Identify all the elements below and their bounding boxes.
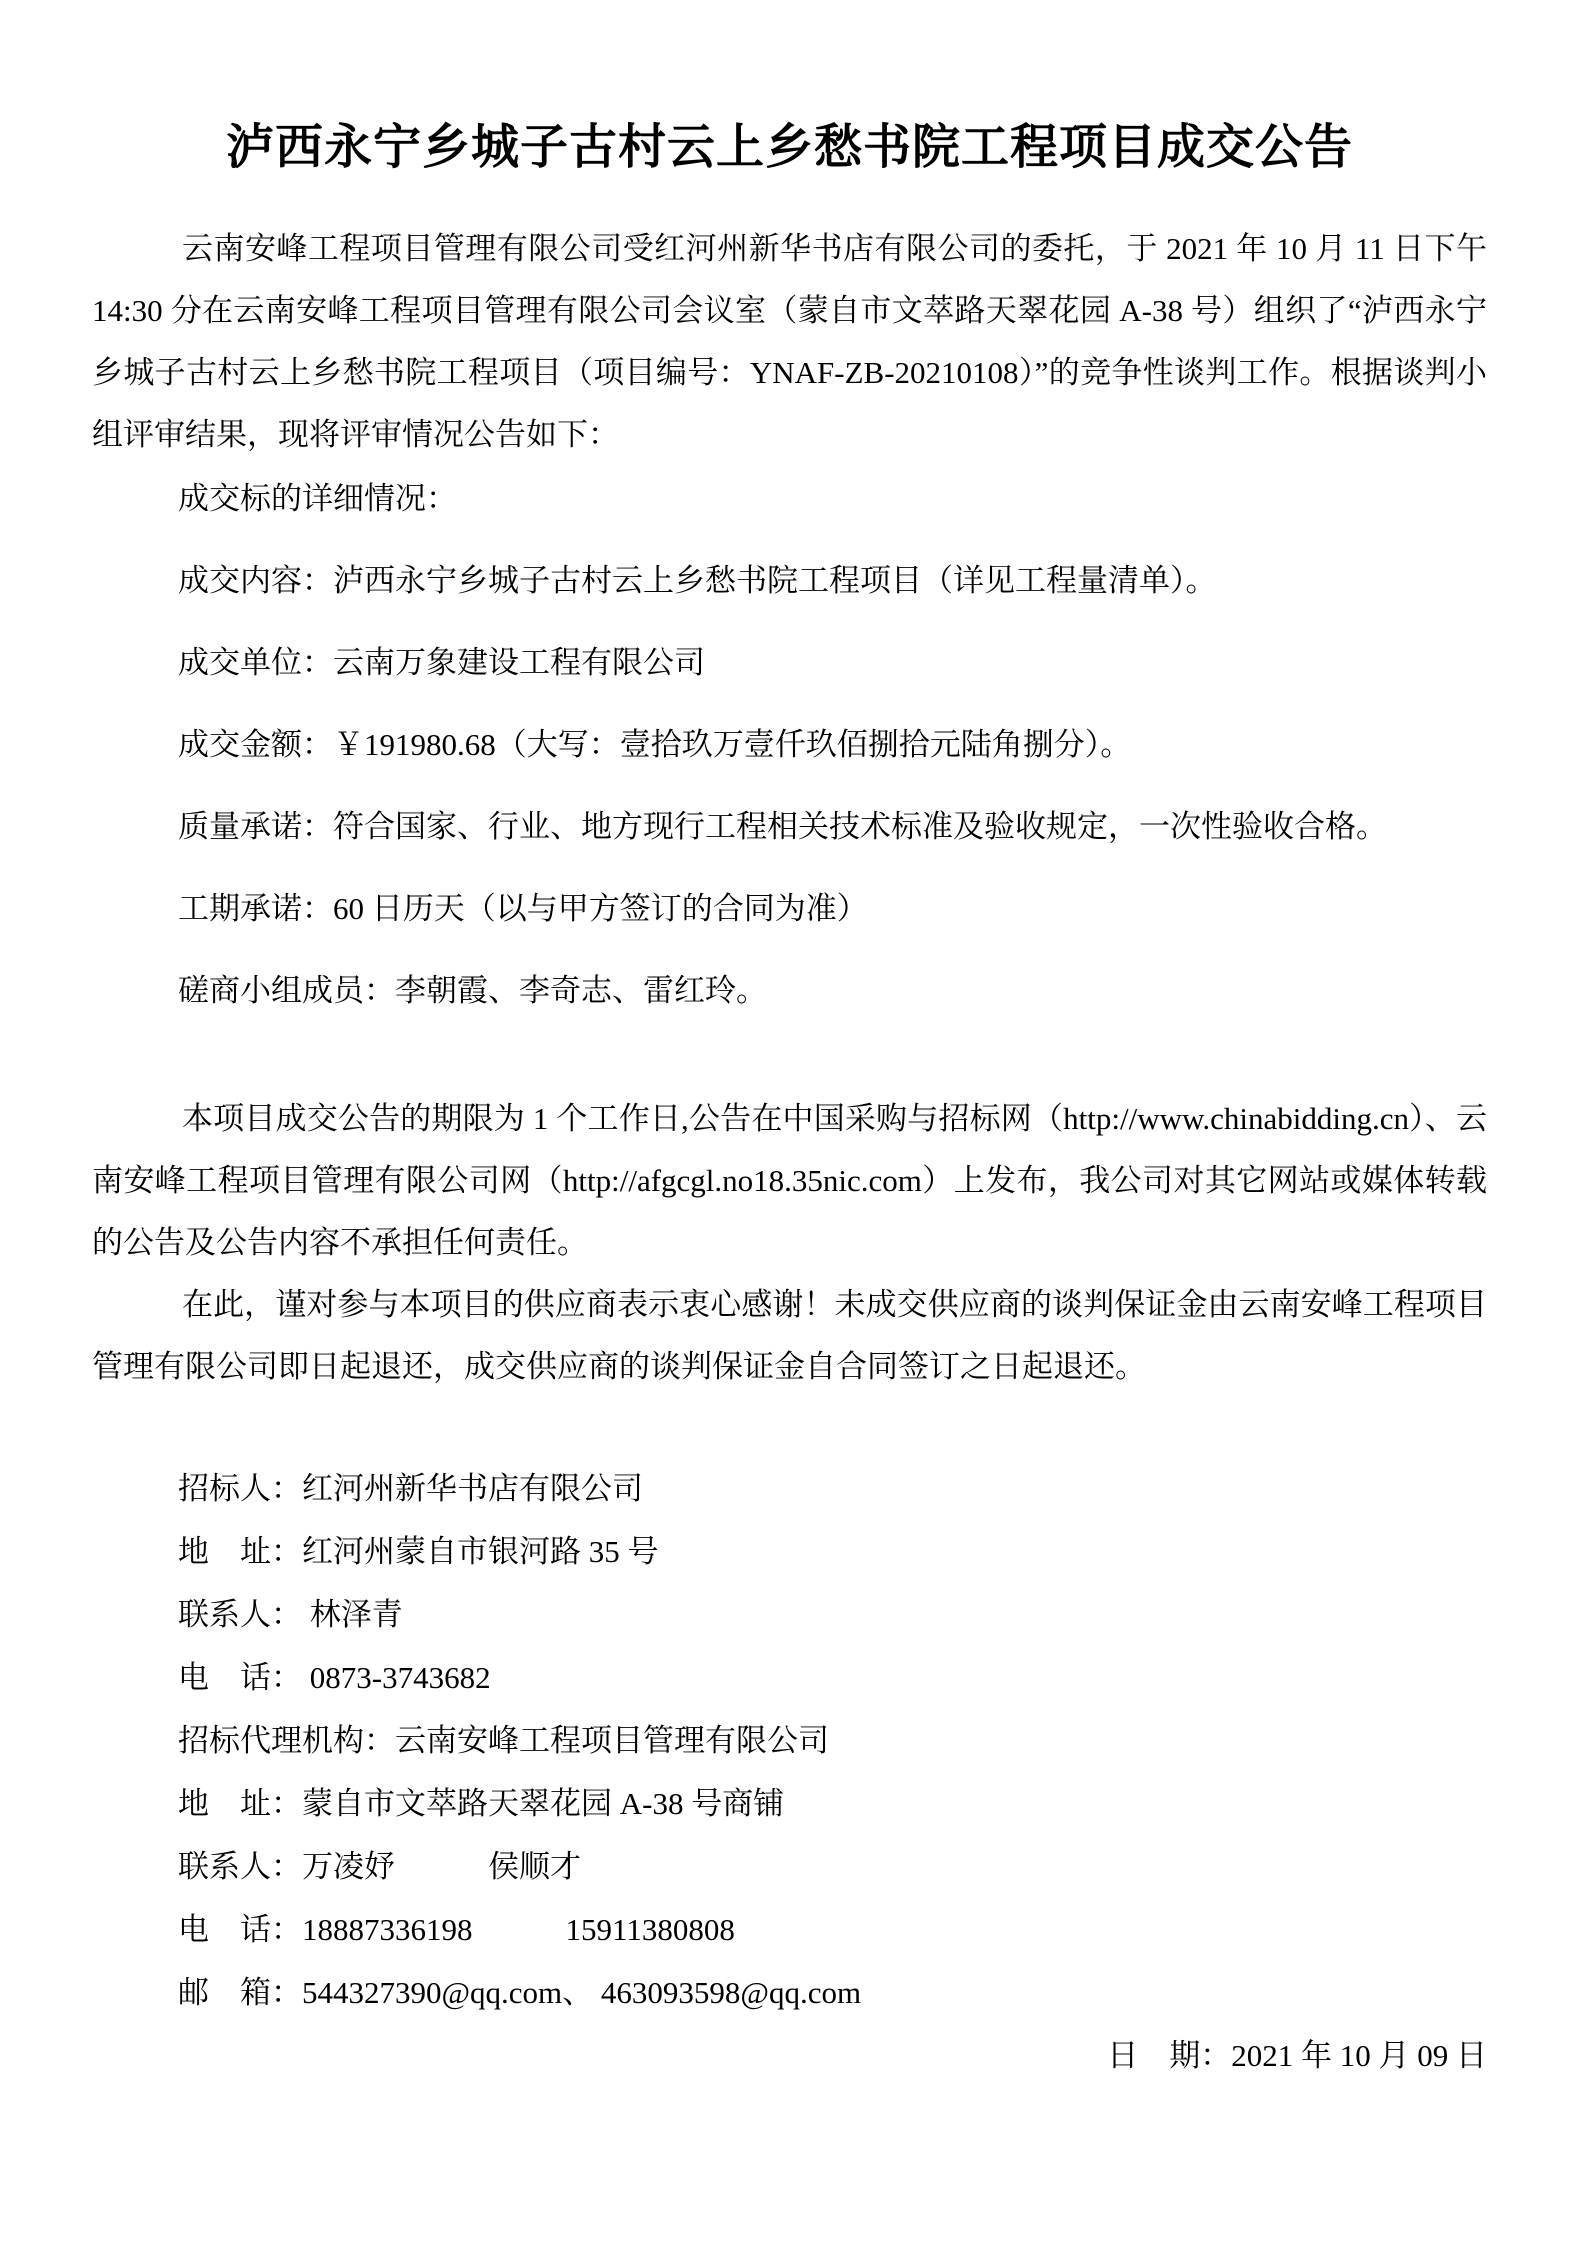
quality-promise-line: 质量承诺：符合国家、行业、地方现行工程相关技术标准及验收规定，一次性验收合格。 — [178, 809, 1387, 844]
date-line: 日 期：2021 年 10 月 09 日 — [1107, 2038, 1487, 2073]
intro-paragraph: 云南安峰工程项目管理有限公司受红河州新华书店有限公司的委托，于 2021 年 10 月 11 日下午 14:30 分在云南安峰工程项目管理有限公司会议室（蒙自市文萃路天翠花园 A-38 号）组织了“泸西永宁乡城子古村云上乡愁书院工程项目（项目编号：YNAF-ZB-20210108）”的竞争性谈判工作。根据谈判小组评审结果，现将评审情况公告如下： — [92, 231, 1487, 452]
award-section-heading: 成交标的详细情况： — [178, 481, 457, 516]
contact-info-section — [92, 1457, 1487, 2024]
duration-promise-line: 工期承诺：60 日历天（以与甲方签订的合同为准） — [178, 891, 868, 926]
agency-line: 招标代理机构：云南安峰工程项目管理有限公司 — [178, 1723, 829, 1758]
agency-phone-line: 电 话：18887336198 15911380808 — [178, 1912, 735, 1947]
tenderer-address-line: 地 址：红河州蒙自市银河路 35 号 — [178, 1534, 659, 1569]
publication-notice-paragraph: 本项目成交公告的期限为 1 个工作日,公告在中国采购与招标网（http://www.chinabidding.cn）、云南安峰工程项目管理有限公司网（http://afgcgl.no18.35nic.com）上发布，我公司对其它网站或媒体转载的公告及公告内容不承担任何责任。 — [92, 1101, 1487, 1260]
award-amount-line: 成交金额：￥191980.68（大写：壹拾玖万壹仟玖佰捌拾元陆角捌分）。 — [178, 727, 1132, 762]
tenderer-phone-line: 电 话： 0873-3743682 — [178, 1660, 491, 1695]
tenderer-contact-line: 联系人： 林泽青 — [178, 1597, 403, 1632]
page-title: 泸西永宁乡城子古村云上乡愁书院工程项目成交公告 — [225, 121, 1353, 174]
thanks-refund-paragraph: 在此，谨对参与本项目的供应商表示衷心感谢！未成交供应商的谈判保证金由云南安峰工程项目管理有限公司即日起退还，成交供应商的谈判保证金自合同签订之日起退还。 — [92, 1287, 1487, 1384]
tenderer-line: 招标人：红河州新华书店有限公司 — [178, 1471, 643, 1506]
agency-contact-line: 联系人：万凌妤 侯顺才 — [178, 1849, 581, 1884]
agency-address-line: 地 址：蒙自市文萃路天翠花园 A-38 号商铺 — [178, 1786, 785, 1821]
award-content-line: 成交内容：泸西永宁乡城子古村云上乡愁书院工程项目（详见工程量清单）。 — [178, 563, 1217, 598]
award-details-section — [92, 468, 1487, 1022]
panel-members-line: 磋商小组成员：李朝霞、李奇志、雷红玲。 — [178, 973, 767, 1008]
award-winner-line: 成交单位：云南万象建设工程有限公司 — [178, 645, 705, 680]
agency-email-line: 邮 箱：544327390@qq.com、 463093598@qq.com — [178, 1975, 862, 2010]
